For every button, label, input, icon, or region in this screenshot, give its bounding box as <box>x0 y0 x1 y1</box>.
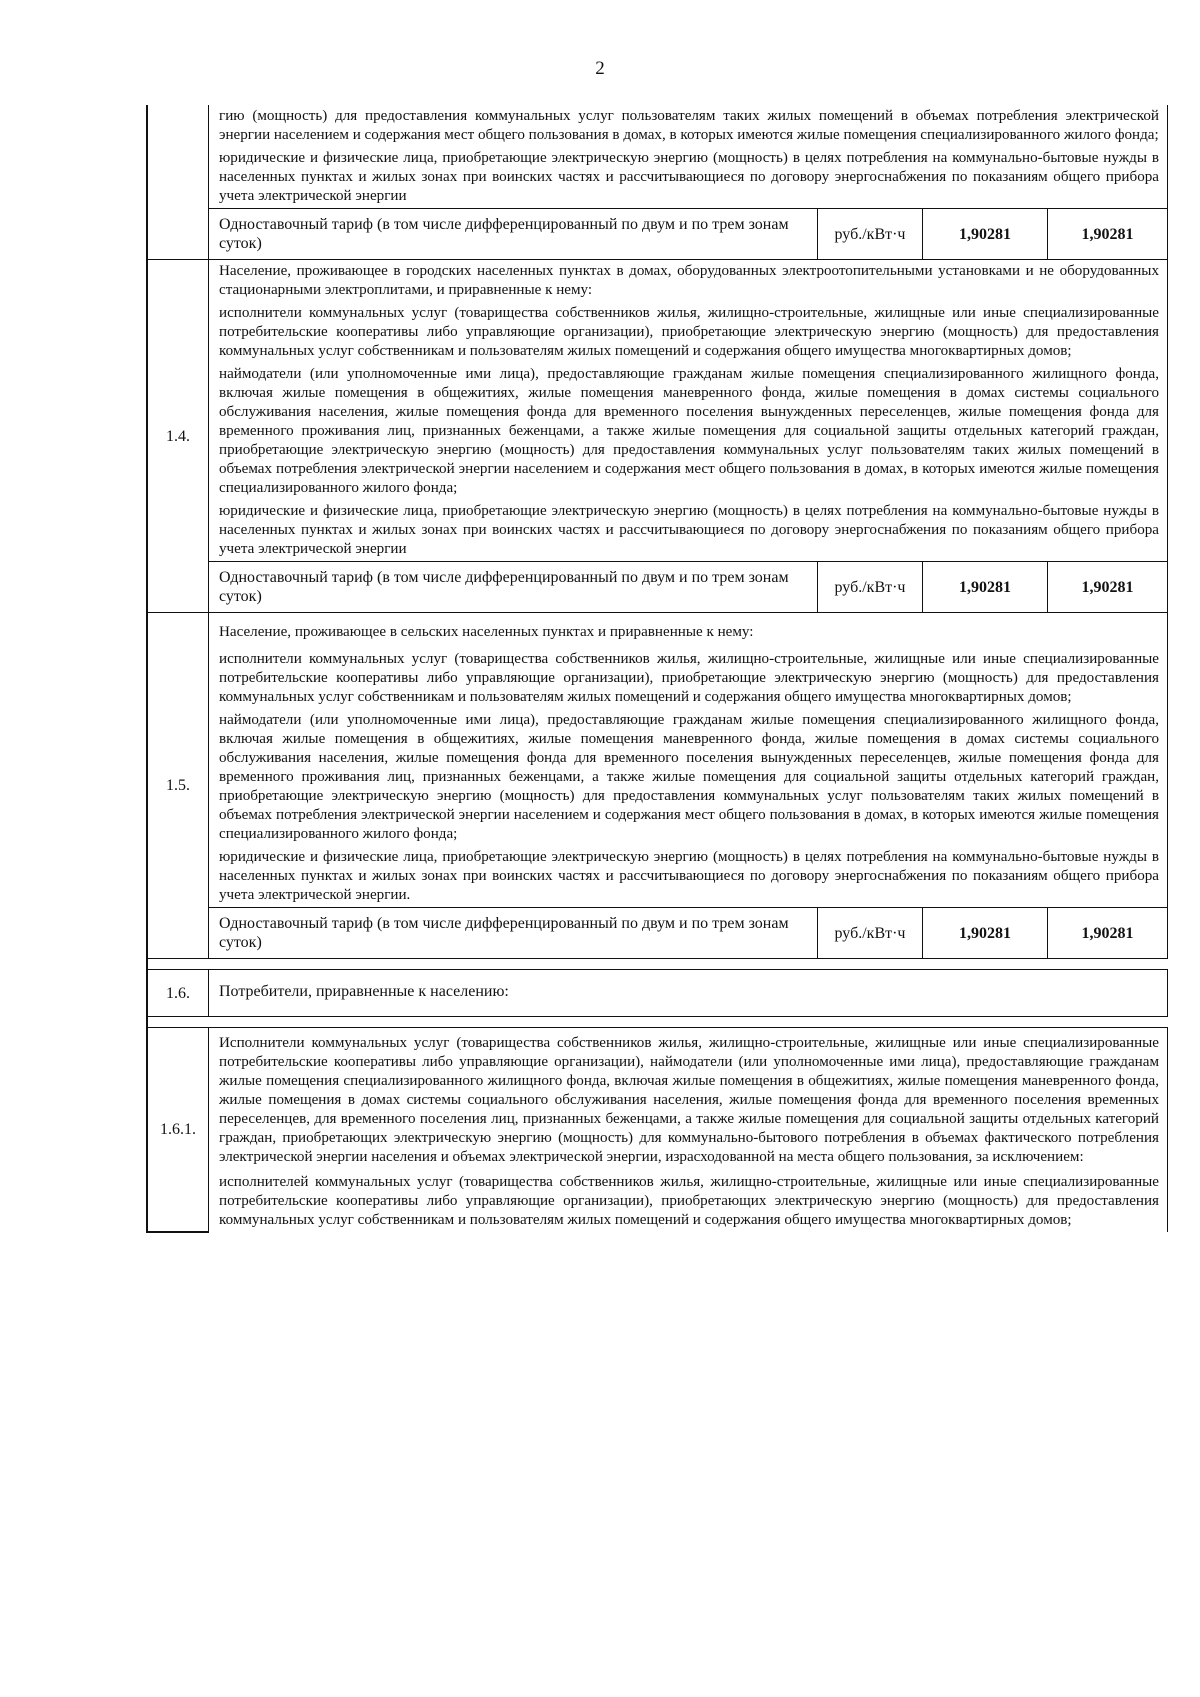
tariff-value-2: 1,90281 <box>1048 209 1168 259</box>
tariff-value-2: 1,90281 <box>1048 562 1168 612</box>
paragraph: юридические и физические лица, приобретающие электрическую энергию (мощность) в целях потребления на коммунально-бытовые нужды в населенных пунктах и жилых зонах при воинских частях и рассчитывающиеся по договору энергоснабжения по показаниям общего прибора учета электрической энергии <box>219 503 1159 557</box>
spacer-cell <box>209 959 1168 970</box>
page-number: 2 <box>595 58 605 79</box>
tariff-row <box>147 562 1168 613</box>
section-1-6-1-text <box>209 1028 1168 1233</box>
paragraph: гию (мощность) для предоставления коммунальных услуг пользователям таких жилых помещений в объемах потребления электрической энергии населением и содержания мест общего пользования в домах, в которых имеются жилые помещения специализированного жилого фонда; <box>219 108 1159 143</box>
spacer-cell <box>147 1017 209 1028</box>
section-1-6-1-row <box>147 1028 1168 1233</box>
paragraph: Исполнители коммунальных услуг (товарищества собственников жилья, жилищно-строительные, жилищные или иные специализированные потребительские кооперативы либо управляющие организации), наймодатели (или уполномоченные ими лица), предоставляющие гражданам жилые помещения специализированного жилищного фонда, включая жилые помещения в общежитиях, жилые помещения маневренного фонда, жилые помещения в домах системы социального обслуживания населения, жилые помещения фонда для временного поселения временных переселенцев, для временного поселения лиц, признанных беженцами, а также жилые помещения для социальной защиты отдельных категорий граждан, приобретающих электрическую энергию (мощность) для коммунально-бытового потребления в объемах фактического потребления электрической энергии населения и объемах электрической энергии, израсходованной на места общего пользования, за исключением: <box>219 1035 1159 1165</box>
row-number: 1.5. <box>147 613 209 959</box>
tariff-label: Одноставочный тариф (в том числе дифференцированный по двум и по трем зонам суток) <box>209 562 818 612</box>
tariff-row <box>147 209 1168 260</box>
section-1-4-row <box>147 260 1168 562</box>
paragraph: исполнителей коммунальных услуг (товарищества собственников жилья, жилищно-строительные, жилищные или иные специализированные потребительские кооперативы либо управляющие организации), приобретающих электрическую энергию (мощность) для предоставления коммунальных услуг собственникам и пользователям жилых помещений и содержания общего имущества многоквартирных домов; <box>219 1174 1159 1228</box>
section-1-6-text <box>209 970 1168 1017</box>
tariff-value-1: 1,90281 <box>923 562 1048 612</box>
tariff-value-2: 1,90281 <box>1048 908 1168 958</box>
paragraph: Население, проживающее в сельских населенных пунктах и приравненные к нему: <box>219 624 754 640</box>
row-number: 1.4. <box>147 260 209 613</box>
continuation-row <box>147 105 1168 209</box>
tariff-line <box>209 209 1167 259</box>
row-number-empty <box>147 105 209 260</box>
section-1-5-row <box>147 613 1168 908</box>
tariff-line <box>209 908 1167 958</box>
section-1-6-heading: Потребители, приравненные к населению: <box>219 983 509 1000</box>
tariff-unit: руб./кВт·ч <box>818 908 923 958</box>
paragraph: исполнители коммунальных услуг (товарищества собственников жилья, жилищно-строительные, жилищные или иные специализированные потребительские кооперативы либо управляющие организации), приобретающие электрическую энергию (мощность) для предоставления коммунальных услуг собственникам и пользователям жилых помещений и содержания общего имущества многоквартирных домов; <box>219 305 1159 359</box>
tariff-line <box>209 562 1167 612</box>
spacer-cell <box>147 959 209 970</box>
paragraph: Население, проживающее в городских населенных пунктах в домах, оборудованных электроотопительными установками и не оборудованных стационарными электроплитами, и приравненные к нему: <box>219 263 1159 298</box>
spacer-row <box>147 1017 1168 1028</box>
tariff-value-1: 1,90281 <box>923 209 1048 259</box>
tariff-label: Одноставочный тариф (в том числе дифференцированный по двум и по трем зонам суток) <box>209 209 818 259</box>
section-1-5-text <box>209 613 1168 908</box>
tariff-unit: руб./кВт·ч <box>818 209 923 259</box>
paragraph: наймодатели (или уполномоченные ими лица), предоставляющие гражданам жилые помещения специализированного жилищного фонда, включая жилые помещения в общежитиях, жилые помещения маневренного фонда, жилые помещения в домах системы социального обслуживания населения, жилые помещения фонда для временного поселения вынужденных переселенцев, жилые помещения фонда для временного проживания лиц, признанных беженцами, а также жилые помещения для социальной защиты отдельных категорий граждан, приобретающие электрическую энергию (мощность) для предоставления коммунальных услуг пользователям таких жилых помещений в объемах потребления электрической энергии населением и содержания мест общего пользования в домах, в которых имеются жилые помещения специализированного жилого фонда; <box>219 366 1159 496</box>
paragraph: наймодатели (или уполномоченные ими лица), предоставляющие гражданам жилые помещения специализированного жилищного фонда, включая жилые помещения в общежитиях, жилые помещения маневренного фонда, жилые помещения в домах системы социального обслуживания населения, жилые помещения фонда для временного поселения вынужденных переселенцев, жилые помещения фонда для временного проживания лиц, признанных беженцами, а также жилые помещения для социальной защиты отдельных категорий граждан, приобретающие электрическую энергию (мощность) для предоставления коммунальных услуг пользователям таких жилых помещений в объемах потребления электрической энергии населением и содержания мест общего пользования в домах, в которых имеются жилые помещения специализированного жилого фонда; <box>219 712 1159 842</box>
spacer-cell <box>209 1017 1168 1028</box>
tariff-value-1: 1,90281 <box>923 908 1048 958</box>
tariff-label: Одноставочный тариф (в том числе дифференцированный по двум и по трем зонам суток) <box>209 908 818 958</box>
row-number: 1.6. <box>147 970 209 1017</box>
spacer-row <box>147 959 1168 970</box>
tariff-unit: руб./кВт·ч <box>818 562 923 612</box>
tariff-row <box>147 908 1168 959</box>
paragraph: юридические и физические лица, приобретающие электрическую энергию (мощность) в целях потребления на коммунально-бытовые нужды в населенных пунктах и жилых зонах при воинских частях и рассчитывающиеся по договору энергоснабжения по показаниям общего прибора учета электрической энергии <box>219 150 1159 204</box>
paragraph: юридические и физические лица, приобретающие электрическую энергию (мощность) в целях потребления на коммунально-бытовые нужды в населенных пунктах и жилых зонах при воинских частях и рассчитывающиеся по договору энергоснабжения по показаниям общего прибора учета электрической энергии. <box>219 849 1159 903</box>
continuation-text-cell <box>209 105 1168 209</box>
paragraph: исполнители коммунальных услуг (товарищества собственников жилья, жилищно-строительные, жилищные или иные специализированные потребительские кооперативы либо управляющие организации), приобретающие электрическую энергию (мощность) для предоставления коммунальных услуг собственникам и пользователям жилых помещений и содержания общего имущества многоквартирных домов; <box>219 651 1159 705</box>
row-number: 1.6.1. <box>147 1028 209 1233</box>
section-1-6-row <box>147 970 1168 1017</box>
tariff-document-table <box>146 105 1168 1233</box>
section-1-4-text <box>209 260 1168 562</box>
